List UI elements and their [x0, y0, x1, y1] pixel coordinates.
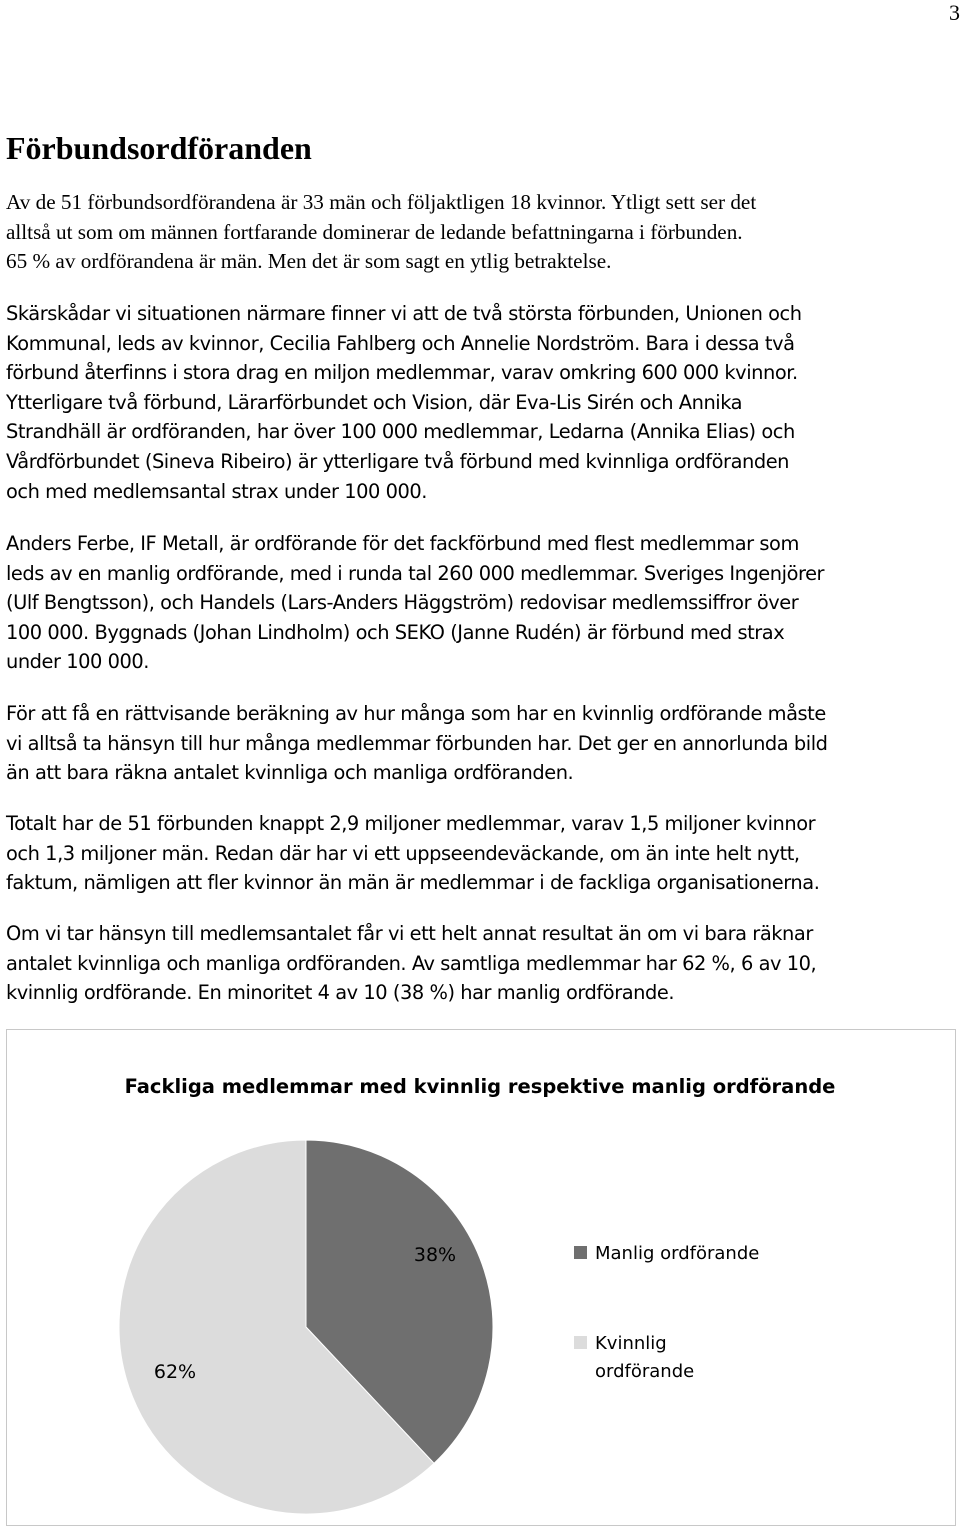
paragraph-line: än att bara räkna antalet kvinnliga och manliga ordföranden. [6, 761, 574, 785]
paragraph-line: kvinnlig ordförande. En minoritet 4 av 10 (38 %) har manlig ordförande. [6, 981, 675, 1005]
paragraph-line: För att få en rättvisande beräkning av hur många som har en kvinnlig ordförande måste [6, 702, 826, 725]
paragraph-line: alltså ut som om männen fortfarande dominerar de ledande befattningarna i förbunden. [6, 219, 743, 244]
paragraph-line: och 1,3 miljoner män. Redan där har vi ett uppseendeväckande, om än inte helt nytt, [6, 841, 800, 865]
chart-title: Fackliga medlemmar med kvinnlig respektive manlig ordförande [124, 1075, 836, 1098]
pie-slice-label: 62% [153, 1361, 197, 1383]
paragraph-line: leds av en manlig ordförande, med i runda tal 260 000 medlemmar. Sveriges Ingenjörer [6, 561, 825, 585]
paragraph-line: (Ulf Bengtsson), och Handels (Lars-Anders Häggström) redovisar medlemssiffror över [6, 591, 799, 615]
paragraph-male-chairs [6, 529, 958, 677]
paragraph-line: vi alltså ta hänsyn till hur många medlemmar förbunden har. Det ger en annorlunda bild [6, 731, 828, 755]
section-heading: Förbundsordföranden [6, 130, 312, 166]
paragraph-line: 65 % av ordförandena är män. Men det är som sagt en ytlig betraktelse. [6, 249, 612, 274]
paragraph-line: Om vi tar hänsyn till medlemsantalet får vi ett helt annat resultat än om vi bara räknar [6, 922, 813, 945]
paragraph-line: under 100 000. [6, 650, 150, 674]
paragraph-fair-calculation [6, 699, 958, 788]
legend-label: Kvinnlig ordförande [595, 1333, 695, 1382]
pie-chart [7, 1030, 957, 1527]
paragraph-line: Anders Ferbe, IF Metall, är ordförande för det fackförbund med flest medlemmar som [6, 532, 799, 555]
paragraph-line: antalet kvinnliga och manliga ordföranden. Av samtliga medlemmar har 62 %, 6 av 10, [6, 951, 817, 975]
paragraph-line: förbund återfinns i stora drag en miljon medlemmar, varav omkring 600 000 kvinnor. [6, 361, 798, 385]
legend-label: Manlig ordförande [595, 1243, 760, 1264]
paragraph-line: Strandhäll är ordföranden, har över 100 000 medlemmar, Ledarna (Annika Elias) och [6, 420, 795, 444]
paragraph-line: Av de 51 förbundsordförandena är 33 män och följaktligen 18 kvinnor. Ytligt sett ser det [6, 190, 757, 214]
pie-slice-label: 38% [413, 1244, 457, 1266]
paragraph-result [6, 919, 958, 1008]
paragraph-total-members [6, 809, 958, 898]
legend-swatch [574, 1246, 587, 1259]
pie-chart-frame [6, 1029, 956, 1526]
legend-swatch [574, 1336, 587, 1349]
page-number: 3 [949, 0, 960, 25]
paragraph-line: Ytterligare två förbund, Lärarförbundet och Vision, där Eva-Lis Sirén och Annika [6, 390, 743, 414]
paragraph-line: 100 000. Byggnads (Johan Lindholm) och SEKO (Janne Rudén) är förbund med strax [6, 620, 785, 644]
paragraph-line: Skärskådar vi situationen närmare finner vi att de två största förbunden, Unionen och [6, 302, 802, 325]
paragraph-line: Vårdförbundet (Sineva Ribeiro) är ytterligare två förbund med kvinnliga ordföranden [6, 449, 790, 473]
paragraph-intro [6, 188, 958, 277]
paragraph-line: Totalt har de 51 förbunden knappt 2,9 miljoner medlemmar, varav 1,5 miljoner kvinnor [6, 812, 816, 835]
paragraph-line: Kommunal, leds av kvinnor, Cecilia Fahlberg och Annelie Nordström. Bara i dessa två [6, 331, 795, 355]
paragraph-largest-unions [6, 299, 958, 506]
paragraph-line: faktum, nämligen att fler kvinnor än män är medlemmar i de fackliga organisationerna. [6, 871, 820, 895]
paragraph-line: och med medlemsantal strax under 100 000. [6, 479, 427, 503]
